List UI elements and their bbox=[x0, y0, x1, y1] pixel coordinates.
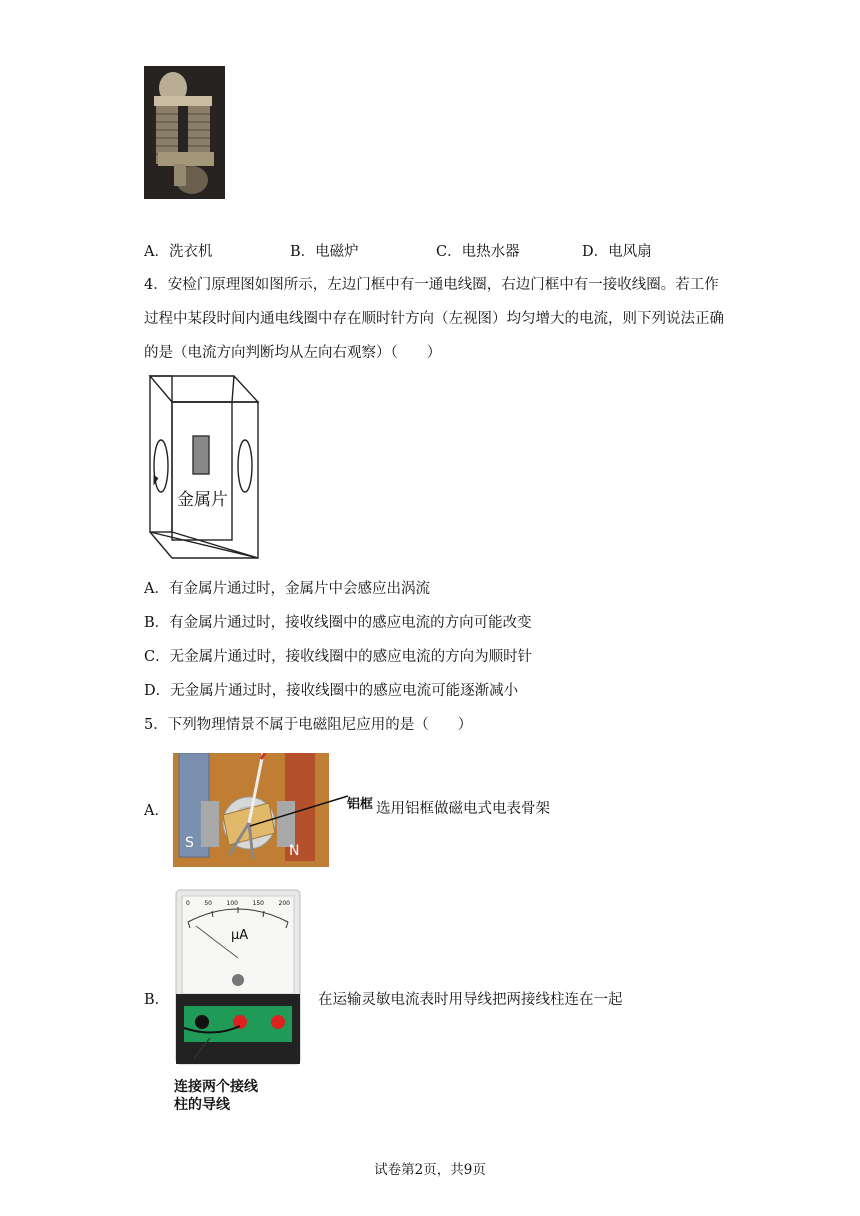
aluminium-frame-leader-line bbox=[250, 790, 350, 830]
transformer-photo bbox=[144, 66, 225, 199]
q3-option-d[interactable]: D．电风扇 bbox=[582, 244, 652, 260]
q5-option-b-text: 在运输灵敏电流表时用导线把两接线柱连在一起 bbox=[318, 992, 623, 1008]
q5-option-a-letter[interactable]: A． bbox=[144, 803, 169, 819]
aluminium-frame-label: 铝框 bbox=[347, 797, 374, 812]
magnet-n-label: N bbox=[289, 843, 300, 859]
wire-caption: 连接两个接线 柱的导线 bbox=[174, 1079, 258, 1113]
metal-sheet-label: 金属片 bbox=[177, 490, 228, 510]
q5-stem: 5．下列物理情景不属于电磁阻尼应用的是（ ） bbox=[144, 717, 473, 733]
q4-stem: 4．安检门原理图如图所示，左边门框中有一通电线圈，右边门框中有一接收线圈。若工作过程中某段时间内通电线圈中存在顺时针方向（左视图）均匀增大的电流，则下列说法正确的是（电流方向判断均从左向右观察）（ ） bbox=[144, 277, 724, 361]
security-gate-diagram bbox=[146, 372, 262, 564]
q4-option-d[interactable]: D．无金属片通过时，接收线圈中的感应电流可能逐渐减小 bbox=[144, 683, 519, 699]
q3-option-c[interactable]: C．电热水器 bbox=[436, 244, 520, 260]
q5-option-b-letter[interactable]: B． bbox=[144, 992, 170, 1008]
q4-option-b[interactable]: B．有金属片通过时，接收线圈中的感应电流的方向可能改变 bbox=[144, 615, 532, 631]
q3-option-a[interactable]: A．洗衣机 bbox=[144, 244, 213, 260]
q5-option-a-text: 选用铝框做磁电式电表骨架 bbox=[376, 801, 550, 817]
q4-option-a[interactable]: A．有金属片通过时，金属片中会感应出涡流 bbox=[144, 581, 430, 597]
q3-options bbox=[144, 242, 728, 262]
ammeter-image bbox=[174, 888, 302, 1066]
magnet-s-label: S bbox=[185, 835, 194, 851]
ammeter-scale: 0 50 100 150 200 bbox=[186, 900, 290, 907]
page-footer: 试卷第2页，共9页 bbox=[374, 1162, 486, 1178]
ammeter-unit: μA bbox=[231, 928, 249, 943]
q3-option-b[interactable]: B．电磁炉 bbox=[290, 244, 359, 260]
q4-option-c[interactable]: C．无金属片通过时，接收线圈中的感应电流的方向为顺时针 bbox=[144, 649, 533, 665]
